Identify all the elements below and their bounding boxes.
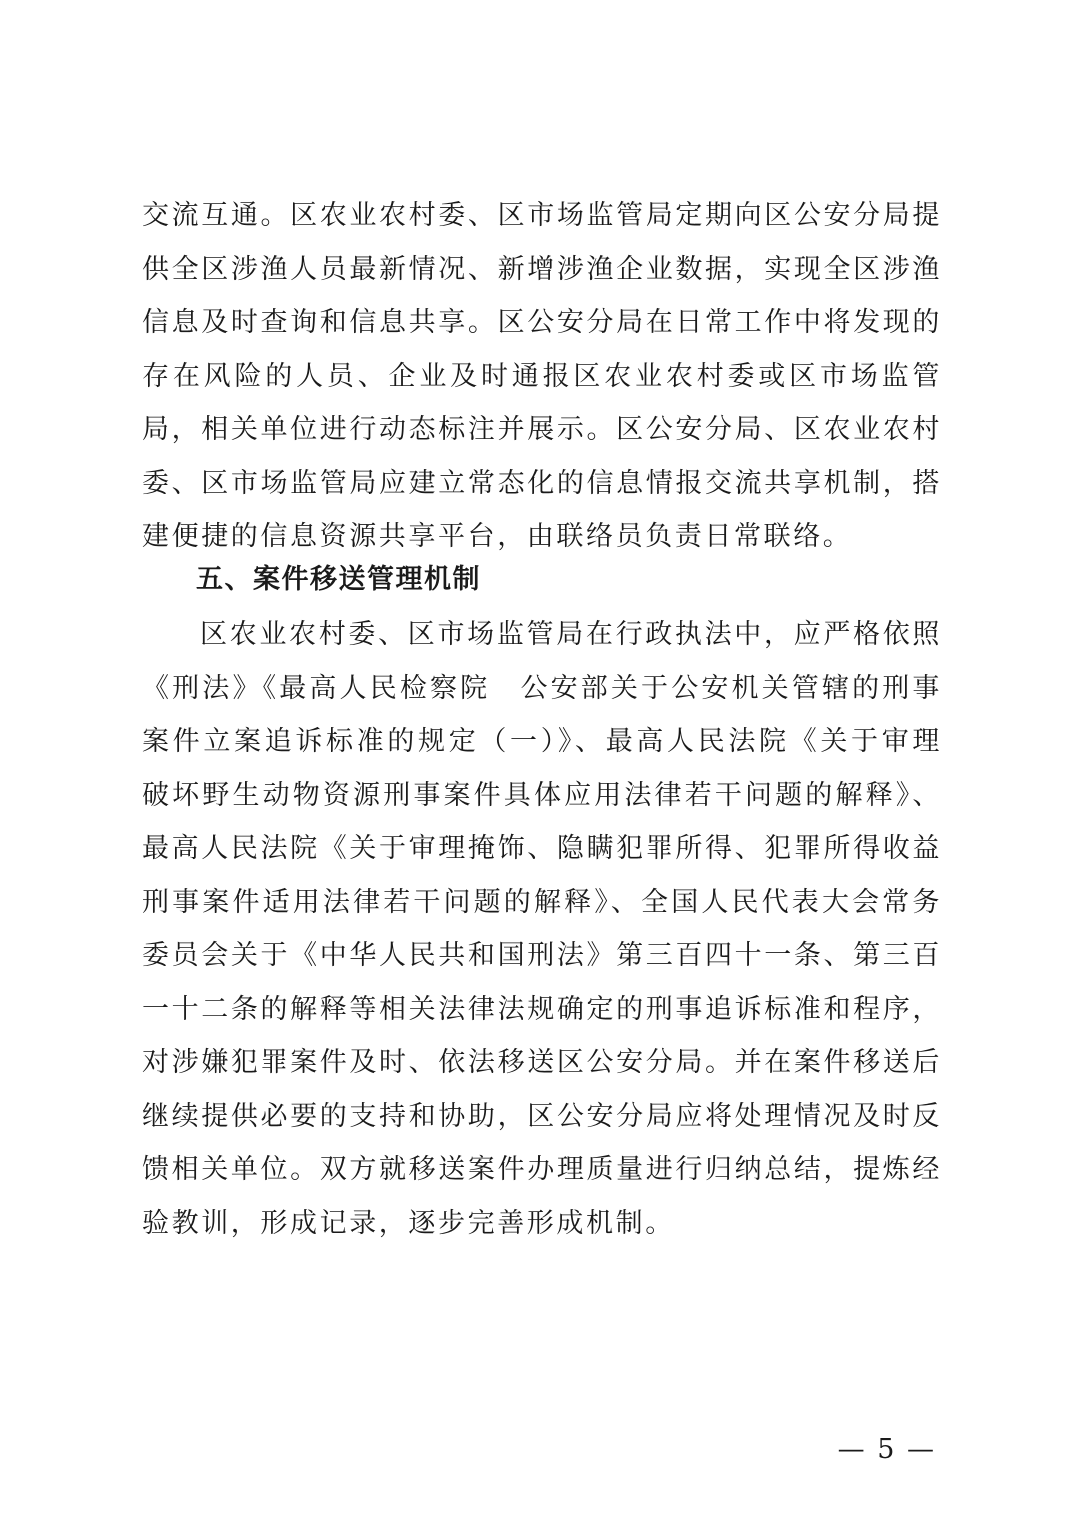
section-heading-case-transfer: 五、案件移送管理机制 <box>196 564 481 595</box>
body-paragraph-info-sharing: 交流互通。区农业农村委、区市场监管局定期向区公安分局提供全区涉渔人员最新情况、新增涉渔企业数据，实现全区涉渔信息及时查询和信息共享。区公安分局在日常工作中将发现的存在风险的人员、企业及时通报区农业农村委或区市场监管局，相关单位进行动态标注并展示。区公安分局、区农业农村委、区市场监管局应建立常态化的信息情报交流共享机制，搭建便捷的信息资源共享平台，由联络员负责日常联络。 <box>142 200 942 552</box>
page-number: — 5 — <box>837 1434 936 1465</box>
body-paragraph-case-transfer: 区农业农村委、区市场监管局在行政执法中，应严格依照《刑法》《最高人民检察院 公安部关于公安机关管辖的刑事案件立案追诉标准的规定（一）》、最高人民法院《关于审理破坏野生动物资源刑事案件具体应用法律若干问题的解释》、最高人民法院《关于审理掩饰、隐瞒犯罪所得、犯罪所得收益刑事案件适用法律若干问题的解释》、全国人民代表大会常务委员会关于《中华人民共和国刑法》第三百四十一条、第三百一十二条的解释等相关法律法规确定的刑事追诉标准和程序，对涉嫌犯罪案件及时、依法移送区公安分局。并在案件移送后继续提供必要的支持和协助，区公安分局应将处理情况及时反馈相关单位。双方就移送案件办理质量进行归纳总结，提炼经验教训，形成记录，逐步完善形成机制。 <box>142 619 942 1239</box>
